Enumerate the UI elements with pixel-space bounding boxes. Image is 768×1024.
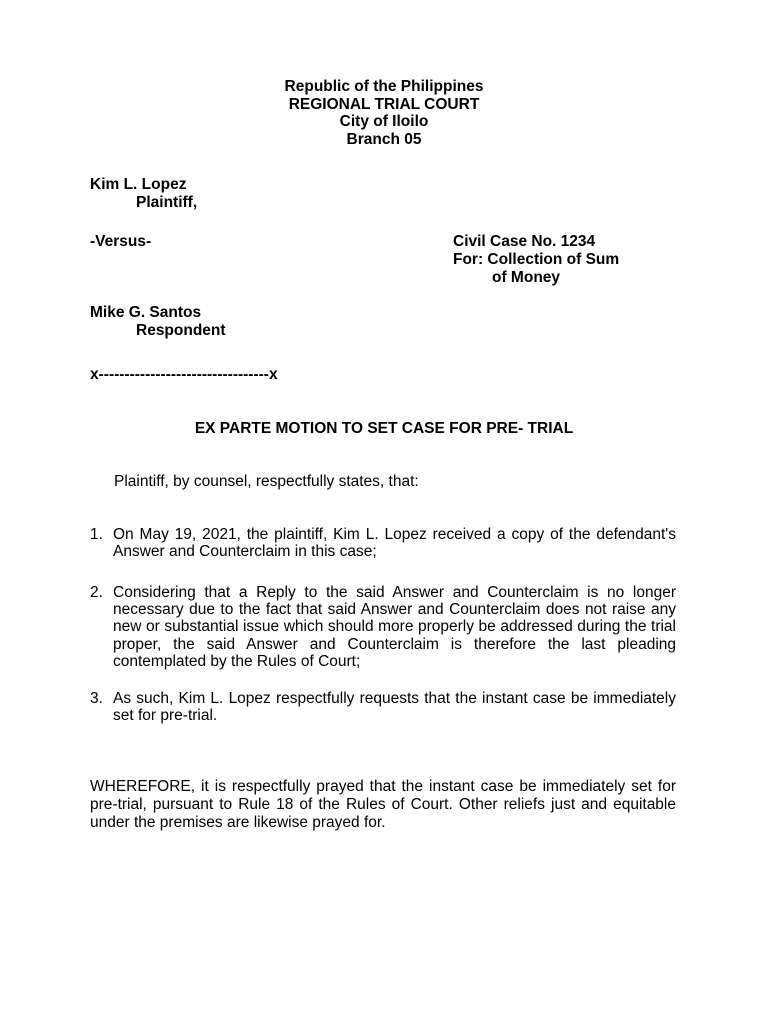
respondent-role: Respondent [136,322,226,339]
versus-label: -Versus- [90,233,152,250]
list-item-text: On May 19, 2021, the plaintiff, Kim L. Lopez received a copy of the defendant's Answer and Counterclaim in this case; [113,526,676,561]
court-name: REGIONAL TRIAL COURT [288,95,480,113]
list-item-number: 1. [90,526,103,543]
case-nature-line2: of Money [492,269,561,286]
republic-line: Republic of the Philippines [284,78,484,95]
list-item [90,584,676,670]
case-nature-line1: For: Collection of Sum [453,251,620,268]
motion-title: EX PARTE MOTION TO SET CASE FOR PRE- TRIAL [194,420,574,437]
case-number: Civil Case No. 1234 [453,233,596,250]
caption-separator: x---------------------------------x [90,366,278,383]
respondent-name: Mike G. Santos [90,304,202,321]
plaintiff-role: Plaintiff, [136,194,198,211]
motion-intro: Plaintiff, by counsel, respectfully states, that: [114,473,419,490]
list-item-number: 2. [90,584,103,601]
list-item [90,526,676,560]
list-item-number: 3. [90,690,103,707]
court-branch: Branch 05 [346,130,422,148]
court-header [0,78,768,148]
plaintiff-name: Kim L. Lopez [90,176,187,193]
list-item [90,690,676,724]
court-city: City of Iloilo [339,113,429,130]
list-item-text: Considering that a Reply to the said Answer and Counterclaim is no longer necessary due to the fact that said Answer and Counterclaim does not raise any new or substantial issue which should more properly be addressed during the trial proper, the said Answer and Counterclaim is therefore the last pleading contemplated by the Rules of Court; [113,584,676,670]
prayer-paragraph: WHEREFORE, it is respectfully prayed that the instant case be immediately set for pre-trial, pursuant to Rule 18 of the Rules of Court. Other reliefs just and equitable under the premises are likewise prayed for. [90,778,676,831]
list-item-text: As such, Kim L. Lopez respectfully requests that the instant case be immediately set for pre-trial. [113,690,676,725]
